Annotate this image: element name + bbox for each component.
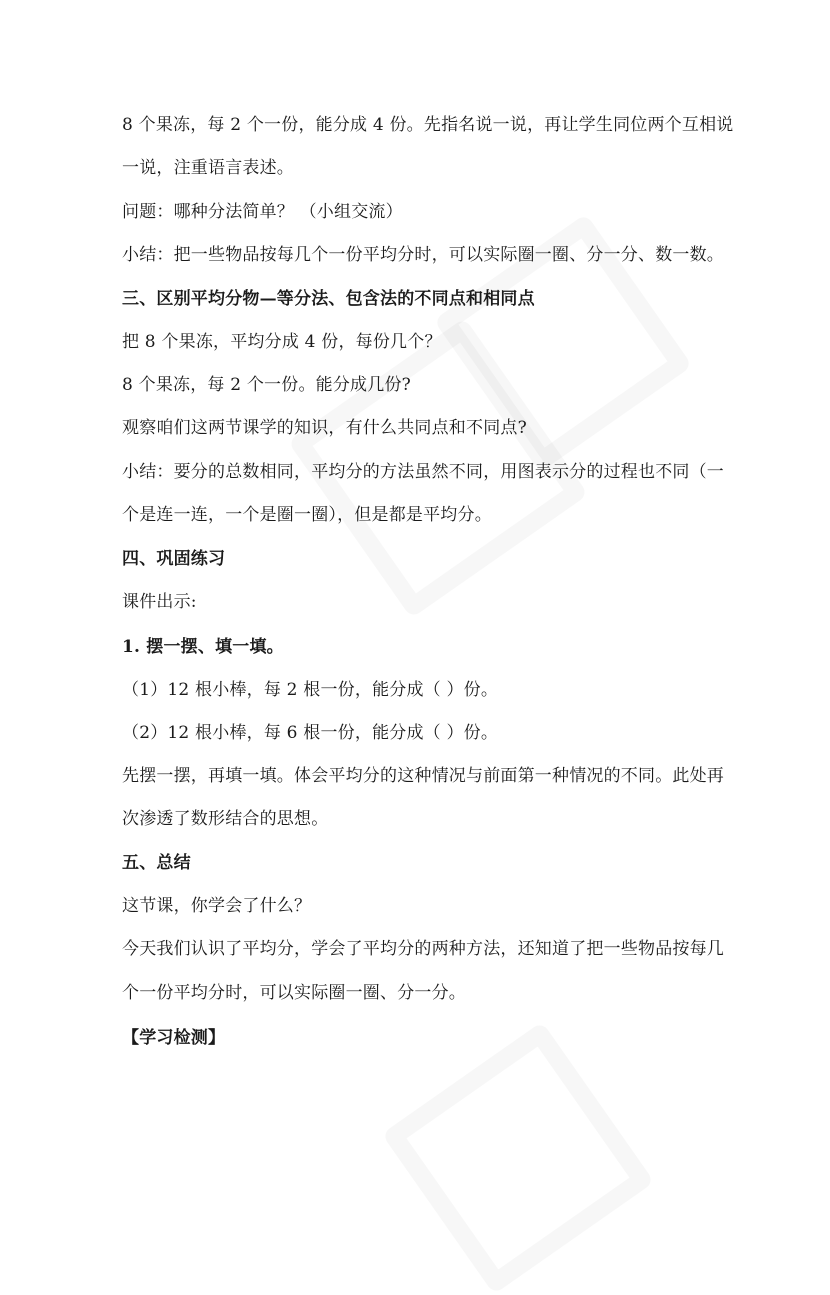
paragraph-9: 小结：要分的总数相同，平均分的方法虽然不同，用图表示分的过程也不同（一 — [122, 462, 724, 482]
paragraph-17: 次渗透了数形结合的思想。 — [122, 809, 329, 829]
exercise-item-2: （2）12 根小棒，每 6 根一份，能分成（ ）份。 — [122, 723, 499, 743]
paragraph-1: 8 个果冻，每 2 个一份，能分成 4 份。先指名说一说，再让学生同位两个互相说 — [122, 115, 734, 135]
watermark-shape-3 — [382, 1022, 655, 1295]
question-line: 问题：哪种分法简单？ （小组交流） — [122, 202, 403, 222]
learning-check-heading: 【学习检测】 — [122, 1028, 226, 1048]
paragraph-12: 课件出示: — [122, 592, 197, 612]
section-heading-5: 五、总结 — [122, 853, 191, 873]
section-heading-4: 四、巩固练习 — [122, 549, 226, 569]
paragraph-21: 个一份平均分时，可以实际圈一圈、分一分。 — [122, 983, 466, 1003]
paragraph-20: 今天我们认识了平均分，学会了平均分的两种方法，还知道了把一些物品按每几 — [122, 939, 724, 959]
paragraph-6: 把 8 个果冻，平均分成 4 份，每份几个？ — [122, 332, 442, 352]
exercise-item-1: （1）12 根小棒，每 2 根一份，能分成（ ）份。 — [122, 680, 499, 700]
paragraph-7: 8 个果冻，每 2 个一份。能分成几份? — [122, 375, 411, 395]
paragraph-2: 一说，注重语言表述。 — [122, 158, 294, 178]
section-heading-3: 三、区别平均分物—等分法、包含法的不同点和相同点 — [122, 289, 535, 309]
paragraph-16: 先摆一摆，再填一填。体会平均分的这种情况与前面第一种情况的不同。此处再 — [122, 766, 724, 786]
paragraph-10: 个是连一连，一个是圈一圈），但是都是平均分。 — [122, 505, 492, 525]
paragraph-19: 这节课，你学会了什么？ — [122, 896, 312, 916]
summary-line: 小结：把一些物品按每几个一份平均分时，可以实际圈一圈、分一分、数一数。 — [122, 245, 724, 265]
paragraph-8: 观察咱们这两节课学的知识，有什么共同点和不同点? — [122, 418, 527, 438]
exercise-heading: 1. 摆一摆、填一填。 — [122, 637, 284, 657]
